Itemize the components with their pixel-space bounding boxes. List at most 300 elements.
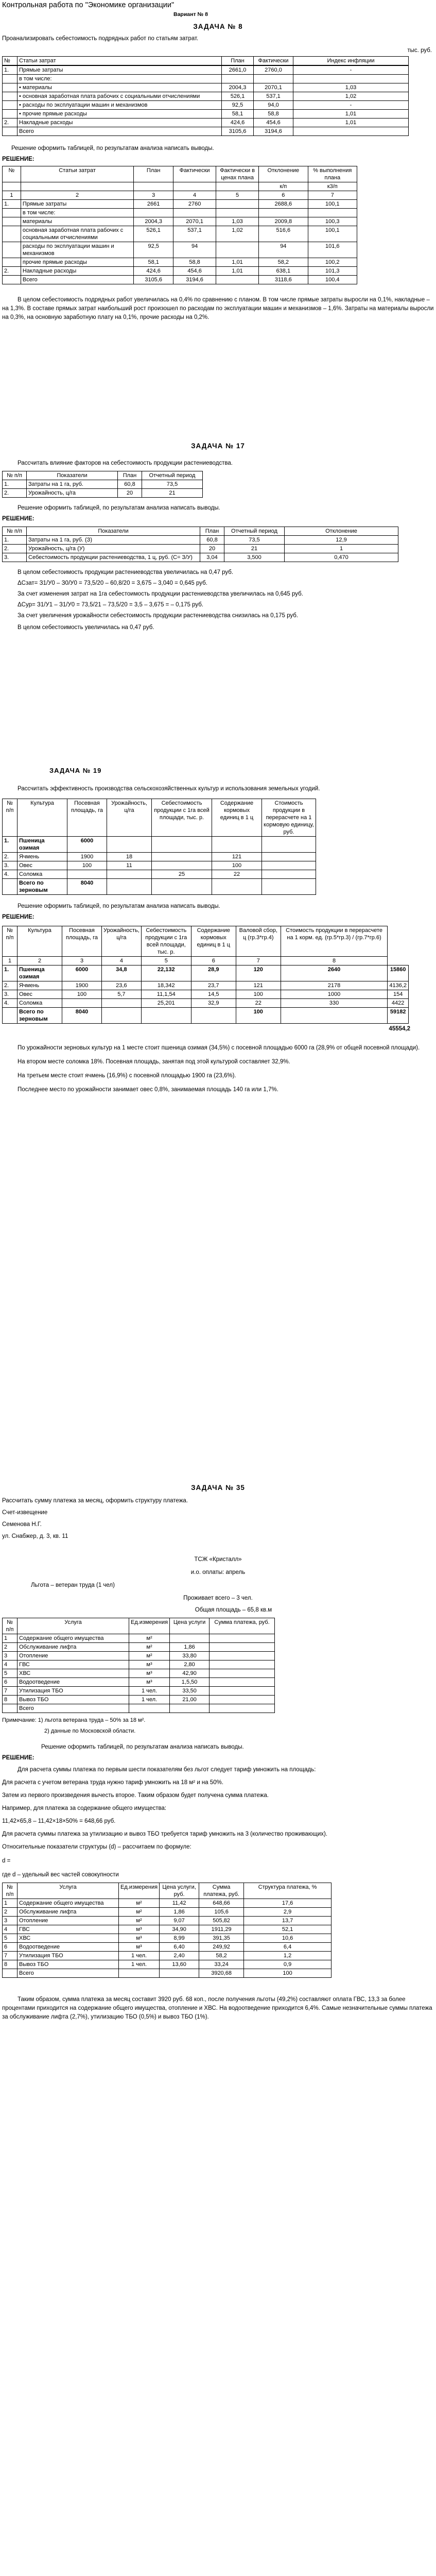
column-number-row [3, 957, 409, 965]
table-cell [3, 101, 18, 110]
table-row [3, 999, 409, 1008]
table-cell: Овес [18, 990, 62, 999]
table-row [3, 75, 409, 83]
table-cell: Ячмень [18, 853, 67, 861]
table-cell: 0,9 [244, 1960, 332, 1969]
table-row [3, 853, 316, 861]
table-cell: 4 [3, 1660, 18, 1669]
table-cell: 3. [3, 861, 18, 870]
table-cell [134, 209, 173, 217]
table-row [3, 1696, 275, 1704]
table-cell: 58,8 [173, 258, 216, 267]
table-cell: 101,6 [308, 242, 357, 258]
header-cell: Индекс инфляции [293, 57, 409, 65]
table-cell: м² [129, 1652, 170, 1660]
table-header-row [3, 799, 316, 837]
table-cell: 105,6 [199, 1908, 244, 1917]
table-cell: 8,99 [160, 1934, 199, 1943]
table-cell: 2. [3, 118, 18, 127]
table-cell: 3. [3, 553, 27, 562]
header-cell [173, 182, 216, 191]
table-cell: Отопление [18, 1652, 129, 1660]
table-cell [210, 1660, 275, 1669]
table-cell: 32,9 [191, 999, 236, 1008]
table-cell: 4. [3, 870, 18, 879]
table-cell: 14,5 [191, 990, 236, 999]
table-cell: м² [129, 1634, 170, 1643]
task-19-heading: ЗАДАЧА № 19 [49, 767, 102, 774]
header-cell: 5 [216, 191, 259, 200]
header-cell: № п/п [3, 1618, 18, 1634]
table-cell [152, 837, 212, 853]
table-cell [212, 837, 262, 853]
table-cell: 505,82 [199, 1917, 244, 1925]
table-cell: 59182 [388, 1008, 409, 1024]
table-cell [3, 276, 21, 284]
header-cell: Ед.измерения [129, 1618, 170, 1634]
task-8-conclusion: В целом себестоимость подрядных работ увеличилась на 0,4% по сравнению с планом. В том числе прямые затраты выросли на 0,1%, накладные – на 1,3%. В составе прямых затрат наибольший рост произошел по расходам по эксплуатации машин и механизмов – 1,6%. Затраты на материалы выросли на 0,3%, на основную заработную плату на 0,1%, прочие расходы на 0,2%. [2, 297, 434, 320]
table-cell [152, 879, 212, 895]
header-cell: № п/п [3, 471, 27, 480]
header-cell: Урожайность, ц/га [102, 926, 142, 957]
table-row [3, 101, 409, 110]
header-cell: Стоимость продукции в перерасчете на 1 корм. ед. (гр.5*гр.3) / (гр.7*гр.6) [281, 926, 388, 957]
table-cell: 21 [224, 545, 285, 553]
table-cell [107, 870, 152, 879]
table-cell [210, 1696, 275, 1704]
table-cell: 8040 [62, 1008, 102, 1024]
table-row [3, 1634, 275, 1643]
table-cell: 25,201 [141, 999, 191, 1008]
table-cell: 21,00 [170, 1696, 210, 1704]
header-cell: Себестоимость продукции с 1га всей площади, тыс. р. [152, 799, 212, 837]
table-cell: 13,60 [160, 1960, 199, 1969]
header-cell: № п/п [3, 527, 27, 536]
table-header-row [3, 57, 409, 65]
table-row [3, 1934, 332, 1943]
table-row [3, 1704, 275, 1713]
header-cell: Культура [18, 926, 62, 957]
table-cell: 1,03 [293, 83, 409, 92]
table-cell: Всего [18, 1969, 119, 1978]
table-cell [216, 276, 259, 284]
table-cell: 1,01 [216, 258, 259, 267]
header-cell: Отклонение [259, 166, 308, 182]
header-cell: № п/п [3, 926, 18, 957]
header-cell: Показатели [27, 471, 118, 480]
task-19-solution-label: РЕШЕНИЕ: [2, 914, 34, 920]
table-cell [3, 75, 18, 83]
table-cell: 23,7 [191, 981, 236, 990]
table-row [3, 1678, 275, 1687]
task-19-table [2, 799, 316, 895]
table-cell: 454,6 [173, 267, 216, 276]
table-row [3, 990, 409, 999]
table-cell: 2. [3, 267, 21, 276]
task-17-para-3: За счет увеличения урожайности себестоимость продукции растениеводства снизилась на 0,175 руб. [18, 613, 299, 619]
table-cell: 1 [3, 1634, 18, 1643]
header-cell: № [3, 166, 21, 182]
task-35-solution-label: РЕШЕНИЕ: [2, 1755, 34, 1761]
table-cell: 121 [236, 981, 281, 990]
table-cell [254, 75, 293, 83]
task-35-table [2, 1618, 275, 1713]
table-cell [170, 1634, 210, 1643]
table-cell: 6 [3, 1678, 18, 1687]
task-35-area: Общая площадь – 65,8 кв.м [195, 1607, 272, 1613]
header-cell: № [3, 57, 18, 65]
task-8-section [0, 23, 436, 322]
table-cell: Обслуживание лифта [18, 1643, 129, 1652]
table-row [3, 553, 398, 562]
table-header-row [3, 1618, 275, 1634]
table-cell: • прочие прямые расходы [18, 110, 222, 118]
table-cell: м³ [129, 1678, 170, 1687]
table-cell: 3,500 [224, 553, 285, 562]
table-cell [222, 75, 254, 83]
table-cell: Содержание общего имущества [18, 1899, 119, 1908]
table-cell: 1 чел. [129, 1696, 170, 1704]
table-cell: 638,1 [259, 267, 308, 276]
task-17-solution-label: РЕШЕНИЕ: [2, 516, 34, 522]
table-cell [3, 879, 18, 895]
table-cell: Вывоз ТБО [18, 1696, 129, 1704]
table-cell: 3,04 [200, 553, 224, 562]
header-cell [21, 182, 133, 191]
table-cell: 120 [236, 965, 281, 981]
table-cell: 1,02 [216, 226, 259, 242]
table-cell: 4136,2 [388, 981, 409, 990]
table-cell: 648,66 [199, 1899, 244, 1908]
table-cell: основная заработная плата рабочих с социальными отчислениями [21, 226, 133, 242]
task-35-note-2: 2) данные по Московской области. [44, 1728, 136, 1734]
table-cell [3, 1969, 18, 1978]
table-cell: 11,42 [160, 1899, 199, 1908]
table-row [3, 870, 316, 879]
table-cell: 2661,0 [222, 66, 254, 75]
table-cell: 537,1 [254, 92, 293, 101]
task-17-text: Рассчитать влияние факторов на себестоимость продукции растениеводства. [18, 460, 233, 466]
table-cell: 1000 [281, 990, 388, 999]
table-cell: 2760 [173, 200, 216, 209]
header-cell: Содержание кормовых единиц в 1 ц [212, 799, 262, 837]
header-cell: 4 [102, 957, 142, 965]
table-cell: 34,90 [160, 1925, 199, 1934]
task-17-para-1: В целом себестоимость продукции растениеводства увеличилась на 0,47 руб. [18, 569, 234, 575]
table-cell [308, 209, 357, 217]
table-cell: 12,9 [285, 536, 398, 545]
table-cell: 1900 [67, 853, 107, 861]
table-row [3, 276, 357, 284]
table-row [3, 200, 357, 209]
table-cell: 58,1 [134, 258, 173, 267]
table-cell: 100 [236, 990, 281, 999]
table-cell: 22 [236, 999, 281, 1008]
task-17-solution-table [2, 527, 398, 562]
table-row [3, 861, 316, 870]
table-row [3, 110, 409, 118]
table-cell [210, 1643, 275, 1652]
table-cell: 100 [62, 990, 102, 999]
table-cell: 17,6 [244, 1899, 332, 1908]
task-35-conclusion: Таким образом, сумма платежа за месяц составит 3920 руб. 68 коп., после получения льготы (49,2%) составляют оплата ГВС, 13,3 за более процентами приходится на содержание общего имущества, отопление и ХВС. На водоотведение приходится 6,4%. Самые незначительные суммы платежа за обслуживание лифта (2,7%), утилизацию ТБО (0,5%) и вывоз ТБО (1%). [2, 1996, 432, 2020]
table-cell: 58,2 [199, 1952, 244, 1960]
table-cell: 23,6 [102, 981, 142, 990]
task-35-text: Рассчитать сумму платежа за месяц, оформить структуру платежа. [2, 1498, 188, 1504]
table-cell: в том числе: [18, 75, 222, 83]
table-cell: 100 [212, 861, 262, 870]
table-cell: 94,0 [254, 101, 293, 110]
table-cell [259, 209, 308, 217]
table-cell: • расходы по эксплуатации машин и механизмов [18, 101, 222, 110]
header-cell: Посевная площадь, га [62, 926, 102, 957]
table-cell: 121 [212, 853, 262, 861]
task-19-para-3: На третьем месте стоит ячмень (16,9%) с посевной площадью 1900 га (23,6%). [18, 1073, 236, 1079]
table-cell: 100,4 [308, 276, 357, 284]
table-cell: 6,40 [160, 1943, 199, 1952]
header-cell: Фактически в ценах плана [216, 166, 259, 182]
table-cell: 1,02 [293, 92, 409, 101]
header-cell: % выполнения плана [308, 166, 357, 182]
table-header-row [3, 1883, 332, 1899]
table-row [3, 1652, 275, 1660]
table-cell: 28,9 [191, 965, 236, 981]
table-cell: м³ [129, 1660, 170, 1669]
table-cell [3, 209, 21, 217]
table-cell: 2688,6 [259, 200, 308, 209]
table-cell [152, 861, 212, 870]
header-cell: Валовой сбор, ц (гр.3*гр.4) [236, 926, 281, 957]
table-row [3, 1969, 332, 1978]
header-cell: Стоимость продукции в перерасчете на 1 кормовую единицу, руб. [262, 799, 316, 837]
task-8-heading: ЗАДАЧА № 8 [193, 23, 243, 30]
table-cell: 1. [3, 480, 27, 489]
table-cell: Всего [18, 127, 222, 136]
header-cell: 2 [21, 191, 133, 200]
task-8-solution-table [2, 166, 357, 284]
task-17-formula-2: ΔСур= З1/У1 – З1/У0 = 73,5/21 – 73,5/20 = 3,5 – 3,675 = – 0,175 руб. [18, 602, 204, 608]
table-cell: 0,470 [285, 553, 398, 562]
header-cell: Отчетный период [224, 527, 285, 536]
table-cell [3, 226, 21, 242]
task-17-para-4: В целом себестоимость увеличилась на 0,47 руб. [18, 624, 154, 631]
table-cell: материалы [21, 217, 133, 226]
table-cell: 6000 [67, 837, 107, 853]
table-cell: 537,1 [173, 226, 216, 242]
header-cell: Сумма платежа, руб. [199, 1883, 244, 1899]
task-35-note-1: Примечание: 1) льгота ветерана труда – 50% за 18 м². [2, 1717, 146, 1723]
task-19-solution-table [2, 926, 409, 1024]
table-cell: Соломка [18, 999, 62, 1008]
task-35-section [0, 1484, 436, 2022]
table-cell [210, 1634, 275, 1643]
table-cell: 2. [3, 853, 18, 861]
table-cell: 1,01 [293, 118, 409, 127]
table-row [3, 489, 203, 498]
table-cell: Затраты на 1 га, руб. [27, 480, 118, 489]
table-cell [102, 1008, 142, 1024]
table-cell [3, 92, 18, 101]
table-row [3, 226, 357, 242]
task-35-payer-2: Семенова Н.Г. [2, 1521, 42, 1528]
table-row [3, 981, 409, 990]
table-cell: в том числе: [21, 209, 133, 217]
table-cell: 154 [388, 990, 409, 999]
table-cell: 60,8 [200, 536, 224, 545]
header-cell: План [222, 57, 254, 65]
task-17-heading: ЗАДАЧА № 17 [191, 442, 245, 450]
table-cell: 7 [3, 1687, 18, 1696]
table-cell: 33,50 [170, 1687, 210, 1696]
table-cell: 1. [3, 536, 27, 545]
table-cell [3, 258, 21, 267]
table-cell: 1900 [62, 981, 102, 990]
task-17-formula-1: ΔСзат= З1/У0 – З0/У0 = 73,5/20 – 60,8/20 = 3,675 – 3,040 = 0,645 руб. [18, 580, 207, 586]
table-cell: Урожайность, ц/га [27, 489, 118, 498]
header-cell: к3/п [308, 182, 357, 191]
table-cell [293, 75, 409, 83]
header-cell: Цена услуги, руб. [160, 1883, 199, 1899]
table-cell: прочие прямые расходы [21, 258, 133, 267]
task-8-unit: тыс. руб. [407, 47, 432, 54]
table-cell: 2,40 [160, 1952, 199, 1960]
table-cell: 1,01 [216, 267, 259, 276]
header-cell: 6 [191, 957, 236, 965]
task-35-payer-3: ул. Снабжер, д. 3, кв. 11 [2, 1533, 68, 1539]
header-cell: 1 [3, 957, 18, 965]
table-row [3, 879, 316, 895]
table-cell: 33,80 [170, 1652, 210, 1660]
header-cell: Отклонение [285, 527, 398, 536]
header-cell: 6 [259, 191, 308, 200]
table-cell: 5 [3, 1669, 18, 1678]
table-header-row [3, 926, 409, 957]
table-cell: Накладные расходы [21, 267, 133, 276]
table-cell: 2,9 [244, 1908, 332, 1917]
table-cell: 1,03 [216, 217, 259, 226]
table-cell: 94 [173, 242, 216, 258]
header-cell: 5 [141, 957, 191, 965]
task-17-para-2: За счет изменения затрат на 1га себестоимость продукции растениеводства увеличилась на 0,645 руб. [18, 591, 303, 597]
task-17-instruction: Решение оформить таблицей, по результатам анализа написать выводы. [18, 505, 220, 511]
table-cell: 92,5 [222, 101, 254, 110]
table-cell: 454,6 [254, 118, 293, 127]
table-cell: 4 [3, 1925, 18, 1934]
task-35-tszh: ТСЖ «Кристалл» [194, 1556, 242, 1563]
table-cell: 100,1 [308, 226, 357, 242]
header-cell: Статьи затрат [18, 57, 222, 65]
header-cell: 8 [281, 957, 388, 965]
table-cell: 101,3 [308, 267, 357, 276]
table-cell: Прямые затраты [18, 66, 222, 75]
table-cell: - [293, 66, 409, 75]
task-35-sol-p5: 11,42×65,8 – 11,42×18×50% = 648,66 руб. [2, 1818, 116, 1824]
header-cell: План [118, 471, 142, 480]
task-35-sol-p7: Относительные показатели структуры (d) – рассчитаем по формуле: [2, 1844, 191, 1850]
table-cell: 1 чел. [129, 1687, 170, 1696]
table-cell: м³ [119, 1934, 160, 1943]
table-cell: ХВС [18, 1934, 119, 1943]
table-cell: Себестоимость продукции растениеводства, 1 ц, руб. (С= З/У) [27, 553, 200, 562]
header-cell: Культура [18, 799, 67, 837]
table-cell: - [293, 101, 409, 110]
table-cell: расходы по эксплуатации машин и механизмов [21, 242, 133, 258]
table-cell: 2. [3, 545, 27, 553]
table-cell [210, 1669, 275, 1678]
table-cell [62, 999, 102, 1008]
table-row [3, 1669, 275, 1678]
header-cell: Урожайность, ц/га [107, 799, 152, 837]
table-cell: 100,1 [308, 200, 357, 209]
table-cell: Водоотведение [18, 1678, 129, 1687]
table-row [3, 1908, 332, 1917]
table-cell: 60,8 [118, 480, 142, 489]
table-cell [262, 870, 316, 879]
table-cell: 1,86 [160, 1908, 199, 1917]
task-17-section [0, 442, 436, 632]
table-cell: Пшеница озимая [18, 965, 62, 981]
table-cell: 391,35 [199, 1934, 244, 1943]
table-cell: 4422 [388, 999, 409, 1008]
table-row [3, 1943, 332, 1952]
table-cell: Вывоз ТБО [18, 1960, 119, 1969]
header-cell: Цена услуги [170, 1618, 210, 1634]
task-35-sol-p4: Например, для платежа за содержание общего имущества: [2, 1805, 167, 1811]
table-cell: 1,2 [244, 1952, 332, 1960]
table-cell: Всего [21, 276, 133, 284]
table-row [3, 217, 357, 226]
table-cell: 526,1 [222, 92, 254, 101]
header-cell: № п/п [3, 1883, 18, 1899]
header-cell: к/п [259, 182, 308, 191]
table-cell: 249,92 [199, 1943, 244, 1952]
table-cell [170, 1704, 210, 1713]
table-cell: 1 чел. [119, 1960, 160, 1969]
task-19-section [0, 767, 436, 1094]
header-cell: Содержание кормовых единиц в 1 ц [191, 926, 236, 957]
task-19-para-2: На втором месте соломка 18%. Посевная площадь, занятая под этой культурой составляет 32,9%. [18, 1059, 290, 1065]
table-cell: 4. [3, 999, 18, 1008]
table-row [3, 1899, 332, 1908]
header-cell [216, 182, 259, 191]
header-cell: 1 [3, 191, 21, 200]
table-cell: Отопление [18, 1917, 119, 1925]
task-8-text: Проанализировать себестоимость подрядных работ по статьям затрат. [2, 36, 199, 42]
table-cell: 1 [3, 1899, 18, 1908]
table-cell: 100,2 [308, 258, 357, 267]
header-cell: Показатели [27, 527, 200, 536]
table-cell: 21 [142, 489, 203, 498]
header-cell: 4 [173, 191, 216, 200]
table-cell: 2178 [281, 981, 388, 990]
table-cell: 3194,6 [173, 276, 216, 284]
table-cell: Всего [18, 1704, 129, 1713]
table-cell [160, 1969, 199, 1978]
task-8-instruction: Решение оформить таблицей, по результатам анализа написать выводы. [11, 145, 214, 151]
table-cell: Овес [18, 861, 67, 870]
table-cell: 6000 [62, 965, 102, 981]
variant-number: Вариант № 8 [173, 11, 208, 18]
table-cell [191, 1008, 236, 1024]
table-cell: ГВС [18, 1660, 129, 1669]
table-cell: 5 [3, 1934, 18, 1943]
task-35-benefit: Льгота – ветеран труда (1 чел) [31, 1582, 115, 1588]
table-cell: 424,6 [222, 118, 254, 127]
table-cell: 1911,29 [199, 1925, 244, 1934]
table-row [3, 1925, 332, 1934]
task-8-solution-label: РЕШЕНИЕ: [2, 156, 34, 162]
task-35-sol-p3: Затем из первого произведения вычесть второе. Таким образом будет получена сумма платежа. [2, 1792, 269, 1799]
